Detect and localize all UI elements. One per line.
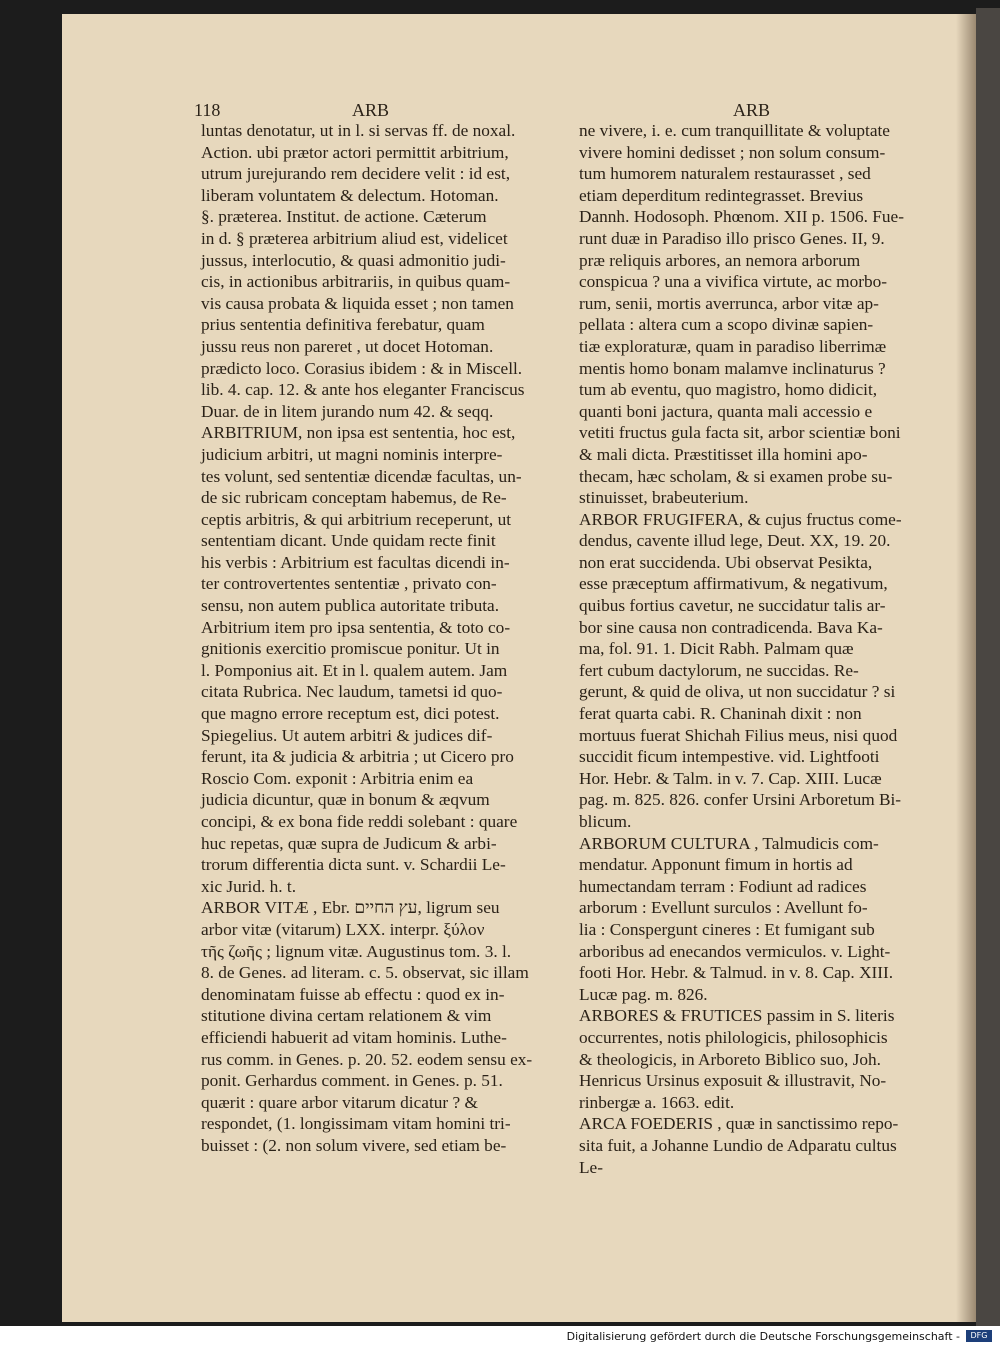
text-line: sensu, non autem publica autoritate tributa. <box>201 596 500 616</box>
text-line: denominatam fuisse ab effectu : quod ex in- <box>201 984 505 1004</box>
text-line: non erat succidenda. Ubi observat Pesikta, <box>579 552 873 572</box>
text-line: efficiendi habuerit ad vitam hominis. Luthe- <box>201 1027 507 1047</box>
text-line: pellata : altera cum a scopo divinæ sapien- <box>579 315 874 335</box>
text-line: Dannh. Hodosoph. Phœnom. XII p. 1506. Fue- <box>579 207 904 227</box>
text-line: fert cubum dactylorum, ne succidas. Re- <box>579 660 859 680</box>
text-line: liberam voluntatem & delectum. Hotoman. <box>201 185 499 205</box>
text-line: ARBORUM CULTURA , Talmudicis com- <box>579 833 879 853</box>
text-line: tum ab eventu, quo magistro, homo didicit, <box>579 380 878 400</box>
text-line: arbor vitæ (vitarum) LXX. interpr. ξύλον <box>201 919 485 939</box>
text-line: in d. § præterea arbitrium aliud est, videlicet <box>201 228 508 248</box>
text-line: utrum jurejurando rem decidere velit : id est, <box>201 164 511 184</box>
footer-credit: Digitalisierung gefördert durch die Deutsche Forschungsgemeinschaft - <box>0 1326 1000 1347</box>
text-line: humectandam terram : Fodiunt ad radices <box>579 876 867 896</box>
right-column <box>579 120 959 1178</box>
text-line: vis causa probata & liquida esset ; non tamen <box>201 293 514 313</box>
dfg-logo <box>966 1330 992 1342</box>
text-line: Duar. de in litem jurando num 42. & seqq. <box>201 401 494 421</box>
text-line: l. Pomponius ait. Et in l. qualem autem. Jam <box>201 660 508 680</box>
text-line: tiæ exploraturæ, quam in paradiso liberrimæ <box>579 336 887 356</box>
text-line: mortuus fuerat Shichah Filius meus, nisi quod <box>579 725 898 745</box>
text-line: blicum. <box>579 812 632 831</box>
text-line: ponit. Gerhardus comment. in Genes. p. 51. <box>201 1071 503 1091</box>
dfg-logo-text: DFG <box>970 1331 988 1340</box>
text-line: τῆς ζωῆς ; lignum vitæ. Augustinus tom. 3. l. <box>201 941 512 961</box>
text-line: mendatur. Apponunt fimum in hortis ad <box>579 855 853 875</box>
text-line: Action. ubi prætor actori permittit arbitrium, <box>201 142 509 162</box>
text-line: his verbis : Arbitrium est facultas dicendi in- <box>201 552 510 572</box>
text-line: §. præterea. Institut. de actione. Cæterum <box>201 207 487 227</box>
text-line: 8. de Genes. ad literam. c. 5. observat, sic illam <box>201 963 529 983</box>
text-line: quibus fortius cavetur, ne succidatur talis ar- <box>579 596 886 616</box>
running-head-left: ARB <box>352 100 390 120</box>
text-line: ARCA FOEDERIS , quæ in sanctissimo repo- <box>579 1114 899 1134</box>
text-line: stinuisset, brabeuterium. <box>579 488 749 508</box>
text-line: arboribus ad enecandos vermiculos. v. Light- <box>579 941 891 961</box>
text-line: Roscio Com. exponit : Arbitria enim ea <box>201 768 474 788</box>
text-line: trorum differentia dicta sunt. v. Schardii Le- <box>201 855 506 875</box>
text-line: xic Jurid. h. t. <box>201 876 297 896</box>
text-line: dendus, cavente illud lege, Deut. XX, 19. 20. <box>579 531 891 551</box>
text-line: sita fuit, a Johanne Lundio de Adparatu cultus <box>579 1135 897 1155</box>
text-line: de sic rubricam conceptam habemus, de Re- <box>201 488 507 508</box>
page-number: 118 <box>194 100 221 120</box>
text-line: præ reliquis arbores, an nemora arborum <box>579 250 861 270</box>
text-line: vetiti fructus gula facta sit, arbor scientiæ boni <box>579 423 901 443</box>
text-line: gerunt, & quid de oliva, ut non succidatur ? si <box>579 682 896 702</box>
left-column <box>201 120 561 1157</box>
text-line: respondet, (1. longissimam vitam homini tri- <box>201 1114 511 1134</box>
text-line: stitutione divina certam relationem & vim <box>201 1006 492 1026</box>
book-page <box>62 14 976 1322</box>
text-line: gnitionis exercitio promiscue ponitur. Ut in <box>201 639 500 659</box>
text-line: ter controvertentes sententiæ , privato con- <box>201 574 497 594</box>
text-line: ARBOR FRUGIFERA, & cujus fructus come- <box>579 509 902 529</box>
text-line: Hor. Hebr. & Talm. in v. 7. Cap. XIII. Lucæ <box>579 768 882 788</box>
text-line: thecam, hæc scholam, & si examen probe su- <box>579 466 893 486</box>
text-line: bor sine causa non contradicenda. Bava Ka- <box>579 617 883 637</box>
text-line: jussu reus non pareret , ut docet Hotoman. <box>201 336 494 356</box>
text-line: ferunt, ita & judicia & arbitria ; ut Cicero pro <box>201 747 514 767</box>
running-head-right: ARB <box>733 100 771 120</box>
text-line: tum humorem naturalem restaurasset , sed <box>579 164 871 184</box>
text-line: mentis homo bonam malamve inclinaturus ? <box>579 358 886 378</box>
text-line: tes volunt, sed sententiæ dicendæ facultas, un- <box>201 466 522 486</box>
text-line: prius sententia definitiva ferebatur, quam <box>201 315 485 335</box>
text-line: ARBOR VITÆ , Ebr. עץ החיים, ligrum seu <box>201 898 500 918</box>
text-line: esse præceptum affirmativum, & negativum, <box>579 574 888 594</box>
text-line: judicia dicuntur, quæ in bonum & æqvum <box>201 790 490 810</box>
text-line: pag. m. 825. 826. confer Ursini Arboretum Bi- <box>579 790 902 810</box>
page-edge <box>976 8 1000 1326</box>
text-line: judicium arbitri, ut magni nominis interpre- <box>201 444 503 464</box>
text-line: ne vivere, i. e. cum tranquillitate & voluptate <box>579 121 890 140</box>
text-line: vivere homini dedisset ; non solum consum- <box>579 142 886 162</box>
text-line: Arbitrium item pro ipsa sententia, & toto co- <box>201 617 511 637</box>
text-line: sententiam dicant. Unde quidam recte finit <box>201 531 496 551</box>
text-line: cis, in actionibus arbitrariis, in quibus quam- <box>201 272 511 292</box>
text-line: & theologicis, in Arboreto Biblico suo, Joh. <box>579 1049 881 1069</box>
text-line: jussus, interlocutio, & quasi admonitio judi- <box>201 250 506 270</box>
text-line: Spiegelius. Ut autem arbitri & judices dif- <box>201 725 493 745</box>
text-line: luntas denotatur, ut in l. si servas ff. de noxal. <box>201 121 516 140</box>
text-line: quanti boni jactura, quanta mali accessio e <box>579 401 873 421</box>
text-line: rinbergæ a. 1663. edit. <box>579 1092 735 1112</box>
text-line: conspicua ? una a vivifica virtute, ac morbo- <box>579 272 888 292</box>
text-line: lib. 4. cap. 12. & ante hos eleganter Franciscus <box>201 380 525 400</box>
text-line: lia : Conspergunt cineres : Et fumigant sub <box>579 919 875 939</box>
text-line: Le- <box>579 1157 603 1177</box>
text-line: que magno errore receptum est, dici potest. <box>201 704 500 724</box>
text-line: concipi, & ex bona fide reddi solebant : quare <box>201 812 518 831</box>
text-line: ARBITRIUM, non ipsa est sententia, hoc est, <box>201 423 516 443</box>
text-line: ARBORES & FRUTICES passim in S. literis <box>579 1006 895 1026</box>
text-line: ma, fol. 91. 1. Dicit Rabh. Palmam quæ <box>579 639 854 659</box>
text-line: etiam deperditum redintegrasset. Brevius <box>579 185 864 205</box>
text-line: runt duæ in Paradiso illo prisco Genes. II, 9. <box>579 228 885 248</box>
text-line: Lucæ pag. m. 826. <box>579 984 708 1004</box>
text-line: huc repetas, quæ supra de Judicum & arbi- <box>201 833 497 853</box>
text-line: & mali dicta. Præstitisset illa homini apo- <box>579 444 868 464</box>
text-line: quærit : quare arbor vitarum dicatur ? & <box>201 1092 478 1112</box>
text-line: succidit ficum intempestive. vid. Lightfooti <box>579 747 880 767</box>
text-line: rus comm. in Genes. p. 20. 52. eodem sensu ex- <box>201 1049 533 1069</box>
text-line: footi Hor. Hebr. & Talmud. in v. 8. Cap. XIII. <box>579 963 894 983</box>
text-line: citata Rubrica. Nec laudum, tametsi id quo- <box>201 682 503 702</box>
text-line: Henricus Ursinus exposuit & illustravit, No- <box>579 1071 887 1091</box>
text-line: rum, senii, mortis averrunca, arbor vitæ ap- <box>579 293 879 313</box>
text-line: buisset : (2. non solum vivere, sed etiam be- <box>201 1135 507 1155</box>
text-line: ferat quarta cabi. R. Chaninah dixit : non <box>579 704 862 724</box>
text-line: prædicto loco. Corasius ibidem : & in Miscell. <box>201 358 523 378</box>
text-line: occurrentes, notis philologicis, philosophicis <box>579 1027 888 1047</box>
text-line: ceptis arbitris, & qui arbitrium receperunt, ut <box>201 509 512 529</box>
text-line: arborum : Evellunt surculos : Avellunt fo- <box>579 898 868 918</box>
